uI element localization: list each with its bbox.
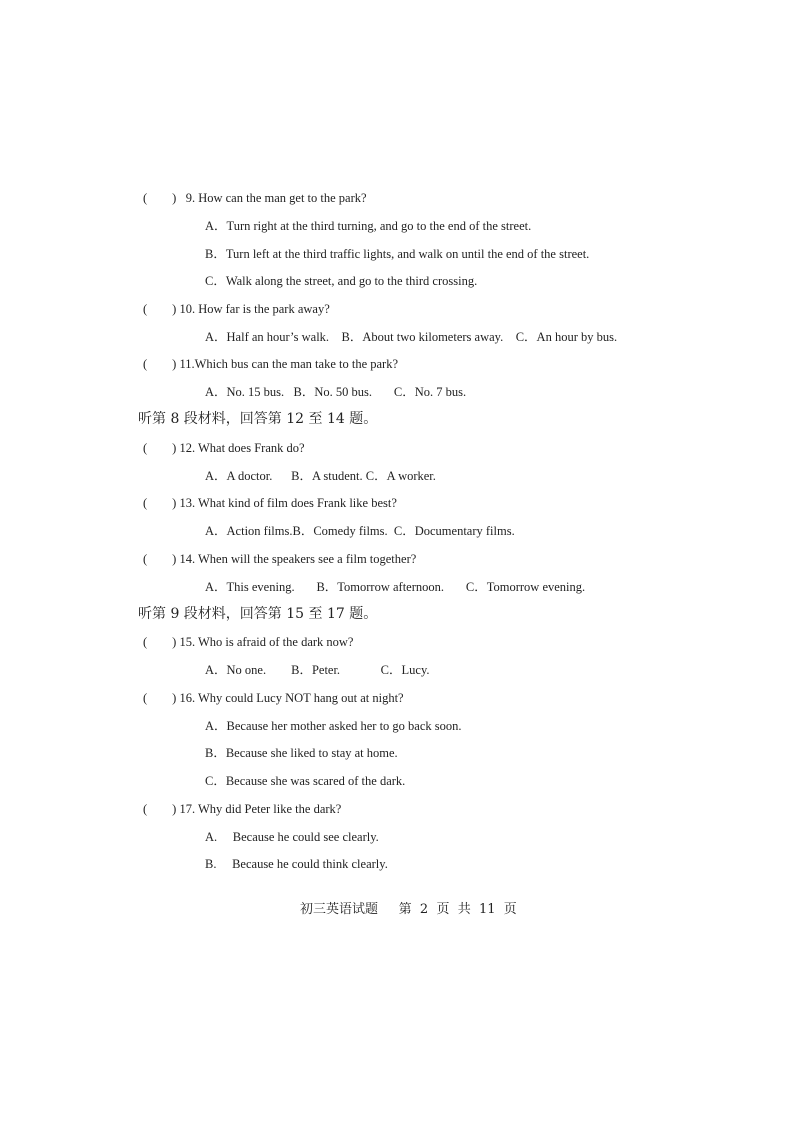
question-16-option-b: B．Because she liked to stay at home. (205, 746, 398, 760)
question-16-option-a: A．Because her mother asked her to go back soon. (205, 719, 462, 733)
question-14-options: A．This evening. B．Tomorrow afternoon. C．Tomorrow evening. (205, 580, 586, 594)
question-15-options: A．No one. B．Peter. C．Lucy. (205, 663, 430, 677)
page-footer: 初三英语试题 第 2 页 共 11 页 (300, 902, 517, 917)
question-16-stem: ( ) 16. Why could Lucy NOT hang out at night? (143, 691, 404, 705)
question-17-option-b: B. Because he could think clearly. (205, 857, 388, 871)
question-13-options: A．Action films.B．Comedy films. C．Documentary films. (205, 524, 515, 538)
question-11-stem: ( ) 11.Which bus can the man take to the park? (143, 357, 399, 371)
question-12-options: A．A doctor. B．A student. C．A worker. (205, 469, 436, 483)
question-17-stem: ( ) 17. Why did Peter like the dark? (143, 802, 342, 816)
question-12-stem: ( ) 12. What does Frank do? (143, 441, 305, 455)
question-17-option-a: A. Because he could see clearly. (205, 830, 379, 844)
section-9-heading: 听第 9 段材料，回答第 15 至 17 题。 (138, 606, 378, 622)
question-11-options: A．No. 15 bus. B．No. 50 bus. C．No. 7 bus. (205, 385, 467, 399)
question-9-option-c: C．Walk along the street, and go to the third crossing. (205, 274, 478, 288)
question-14-stem: ( ) 14. When will the speakers see a film together? (143, 552, 417, 566)
question-15-stem: ( ) 15. Who is afraid of the dark now? (143, 635, 354, 649)
question-13-stem: ( ) 13. What kind of film does Frank like best? (143, 496, 397, 510)
section-8-heading: 听第 8 段材料，回答第 12 至 14 题。 (138, 411, 378, 427)
question-9-option-a: A．Turn right at the third turning, and go to the end of the street. (205, 219, 532, 233)
question-10-options: A．Half an hour’s walk. B．About two kilometers away. C．An hour by bus. (205, 330, 618, 344)
question-10-stem: ( ) 10. How far is the park away? (143, 302, 330, 316)
question-9-stem: ( ) 9. How can the man get to the park? (143, 191, 367, 205)
question-16-option-c: C．Because she was scared of the dark. (205, 774, 406, 788)
question-9-option-b: B．Turn left at the third traffic lights, and walk on until the end of the street. (205, 247, 590, 261)
